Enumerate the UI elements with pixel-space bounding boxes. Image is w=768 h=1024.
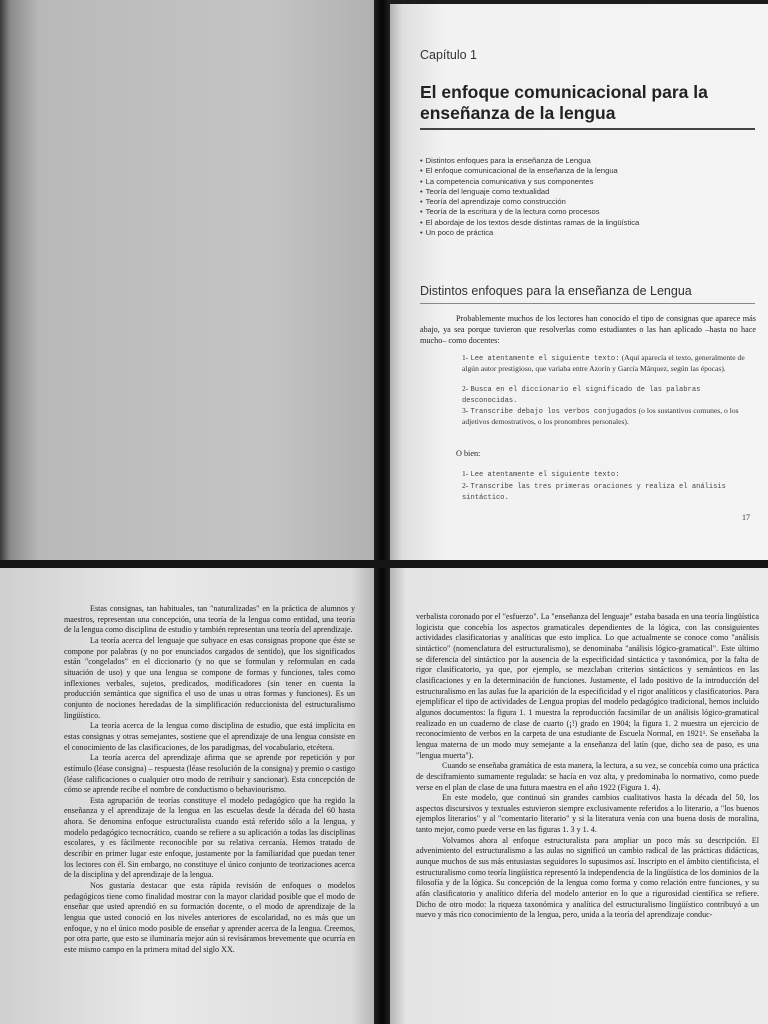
paragraph: Cuando se enseñaba gramática de esta manera, la lectura, a su vez, se concebía como una práctica de desciframiento sumamente regulada: se hacía en voz alta, y predominaba lo normativo, como puede verse en el plan de clase de una futura maestra en el año 1922 (Figura 1. 4). [416,761,759,792]
page-seam [0,560,768,568]
paragraph: La teoría acerca del lenguaje que subyace en esas consignas propone que éste se compone por palabras (y no por enunciados cargados de sentido), que los significados están "congelados" en el diccionario (y no que se formulan y reformulan en cada situación de uso) y que una lengua se compone de formas y funciones, tales como inflexiones verbales, sujetos, predicados, modificadores (sin tener en cuenta la producción semántica que significa el uso de unas u otras formas y funciones). Es un conjunto de nociones heredadas de la simplificación reduccionista del estructuralismo lingüístico. [64,635,355,720]
toc-item: • El abordaje de los textos desde distintas ramas de la lingüística [420,218,639,228]
book-gutter [374,0,390,1024]
consigna-item: 3- Transcribe debajo los verbos conjugados (o los sustantivos comunes, o los adjetivos demostrativos, o los pronombres personales). [462,406,739,427]
toc-item: • Distintos enfoques para la enseñanza de Lengua [420,156,639,166]
section-title: Distintos enfoques para la enseñanza de Lengua [420,284,692,298]
section-rule [420,303,755,304]
toc-item: • Un poco de práctica [420,228,639,238]
paragraph: Esta agrupación de teorías constituye el modelo pedagógico que ha regido la enseñanza y el aprendizaje de la lengua en las escuelas desde la década del 60 hasta ahora. Se denomina enfoque estructuralista cuando está referido sólo a la lengua, y modelo pedagógico tecnocrático, cuando se refiere a su aplicación a todas las disciplinas escolares, y es fácilmente reconocible por su relativa cercanía. Hemos tratado de describir en primer lugar este enfoque, justamente por la familiaridad que puedan tener los lectores con él. Sin embargo, no constituye el único conjunto de teorizaciones acerca de la disciplina y del aprendizaje de la lengua. [64,795,355,880]
consigna-item: 2- Transcribe las tres primeras oraciones y realiza el análisis sintáctico. [462,481,726,503]
paragraph: La teoría acerca de la lengua como disciplina de estudio, que está implícita en estas consignas y otras semejantes, sostiene que el aprendizaje de una lengua consiste en el conocimiento de las clasificaciones, de los paradigmas, del vocabulario, etcétera. [64,721,355,752]
paragraph: Nos gustaría destacar que esta rápida revisión de enfoques o modelos pedagógicos tiene como finalidad mostrar con la mayor claridad posible que el modo de enseñar que usted aprendió en su formación docente, o el modo de aprendizaje de la lengua que usted conoció en los niveles anteriores de escolaridad, no es más que un enfoque, y no el único modo posible de enseñar y aprender acerca de la lengua. Creemos, por otra parte, que esto se iluminaría mejor aún si revisáramos brevemente que ocurría en este mismo campo en la primera mitad del siglo XX. [64,881,355,954]
paragraph: Estas consignas, tan habituales, tan "naturalizadas" en la práctica de alumnos y maestros, representan una concepción, una teoría de la lengua como entidad, una teoría de la lengua como disciplina de estudio y también representan una teoría del aprendizaje. [64,604,355,635]
paragraph: Volvamos ahora al enfoque estructuralista para ampliar un poco más su descripción. El advenimiento del estructuralismo a las aulas no significó un cambio radical de las prácticas didácticas, aunque muchos de sus más entusiastas seguidores lo supusimos así. Inscripto en el ámbito cientificista, el estructuralismo como teoría lingüística representó la independencia de la lingüística de los dominios de la filosofía y de la lógica. Su concepción de la lengua como forma y como relación entre funciones, y su afán clasificatorio y analítico difería del modelo anterior en lo que a rigurosidad científica se refiere. Dicho de otro modo: la riqueza taxonómica y analítica del estructuralismo lingüístico contribuyó a un nuevo y más rico conocimiento de la lengua, pero, unida a la teoría del aprendizaje conduc- [416,835,759,920]
facing-page-left-top [0,0,378,562]
body-text-left [64,604,355,956]
chapter-label: Capítulo 1 [420,48,477,62]
paragraph: En este modelo, que continuó sin grandes cambios cualitativos hasta la década del 50, los aspectos discursivos y textuales estuvieron siempre exclusivamente referidos a lo literario, a "los buenos ejemplos literarios" y al "comentario literario" y si la literatura venía con una buena dosis de moralina, tanto mejor, como puede verse en las figuras 1. 3 y 1. 4. [416,793,759,835]
toc-item: • Teoría del aprendizaje como construcción [420,197,639,207]
alternative-label: O bien: [456,449,481,458]
paragraph: verbalista coronado por el "esfuerzo". La "enseñanza del lenguaje" estaba basada en una teoría lingüística logicista que concebía los aspectos gramaticales dependientes de la lógica, con las consiguientes actividades clasificatorias y analíticas que esto implica. Lo que actualmente se conoce como "análisis sintáctico" (nomenclatura del estructuralismo), se denominaba "análisis lógico-gramatical". Este último se diferencia del sintáctico por la ausencia de la especificidad sintáctica y taxonómica, por la falta de rigor clasificatorio, ya que, por ejemplo, se mezclaban criterios sintácticos y semánticos en las clasificaciones y en la determinación de funciones. Justamente, el lado positivo de la introducción del estructuralismo en las aulas fue la aparición de la especificidad y el rigor analíticos y clasificatorios. Para ejemplificar el tipo de actividades de Lengua propias del modelo pedagógico tradicional, hemos incluido algunos documentos: la figura 1. 1 muestra la reproducción facsimilar de un análisis lógico-gramatical realizado en un cuaderno de clase de cuarto (¡!) grado en 1904; la figura 1. 2 muestra un ejercicio de reconocimiento de verbos en la carpeta de una estudiante de Escuela Normal, en 1921¹. Se enseñaba la lengua materna de un modo muy semejante a la enseñanza del latín (que, dicho sea de paso, es una "lengua muerta"). [416,612,759,760]
body-text-right [416,612,759,921]
section-intro: Probablemente muchos de los lectores han conocido el tipo de consignas que aparece más abajo, ya sea porque tuvieron que resolverlas como estudiantes o las han aplicado –hasta no hace mucho– como docentes: [420,314,756,345]
chapter-title [420,82,750,124]
toc-item: • Teoría de la escritura y de la lectura como procesos [420,207,639,217]
chapter-contents-list [420,156,639,238]
toc-item: • Teoría del lenguaje como textualidad [420,187,639,197]
page-18 [0,566,382,1024]
consigna-item: 2- Busca en el diccionario el significado de las palabras desconocidas. [462,384,701,406]
consigna-item: 1- Lee atentamente el siguiente texto: [462,469,620,479]
paragraph: La teoría acerca del aprendizaje afirma que se aprende por repetición y por estímulo (léase consigna) – respuesta (léase resolución de la consigna) y premio o castigo (léase calificaciones o cualquier otro modo de retribuir y sancionar). Esta concepción de cómo se aprende recibe el nombre de conductismo o behaviourismo. [64,753,355,795]
page-19 [386,566,768,1024]
title-rule [420,128,755,130]
toc-item: • El enfoque comunicacional de la enseñanza de la lengua [420,166,639,176]
page-number: 17 [742,513,750,522]
toc-item: • La competencia comunicativa y sus componentes [420,177,639,187]
chapter-title-line2: enseñanza de la lengua [420,103,616,123]
chapter-title-line1: El enfoque comunicacional para la [420,82,708,102]
page-17 [384,4,768,560]
consigna-item: 1- Lee atentamente el siguiente texto: (Aquí aparecía el texto, generalmente de algún autor prestigioso, que variaba entre Azorín y García Márquez, según las épocas). [462,353,745,374]
